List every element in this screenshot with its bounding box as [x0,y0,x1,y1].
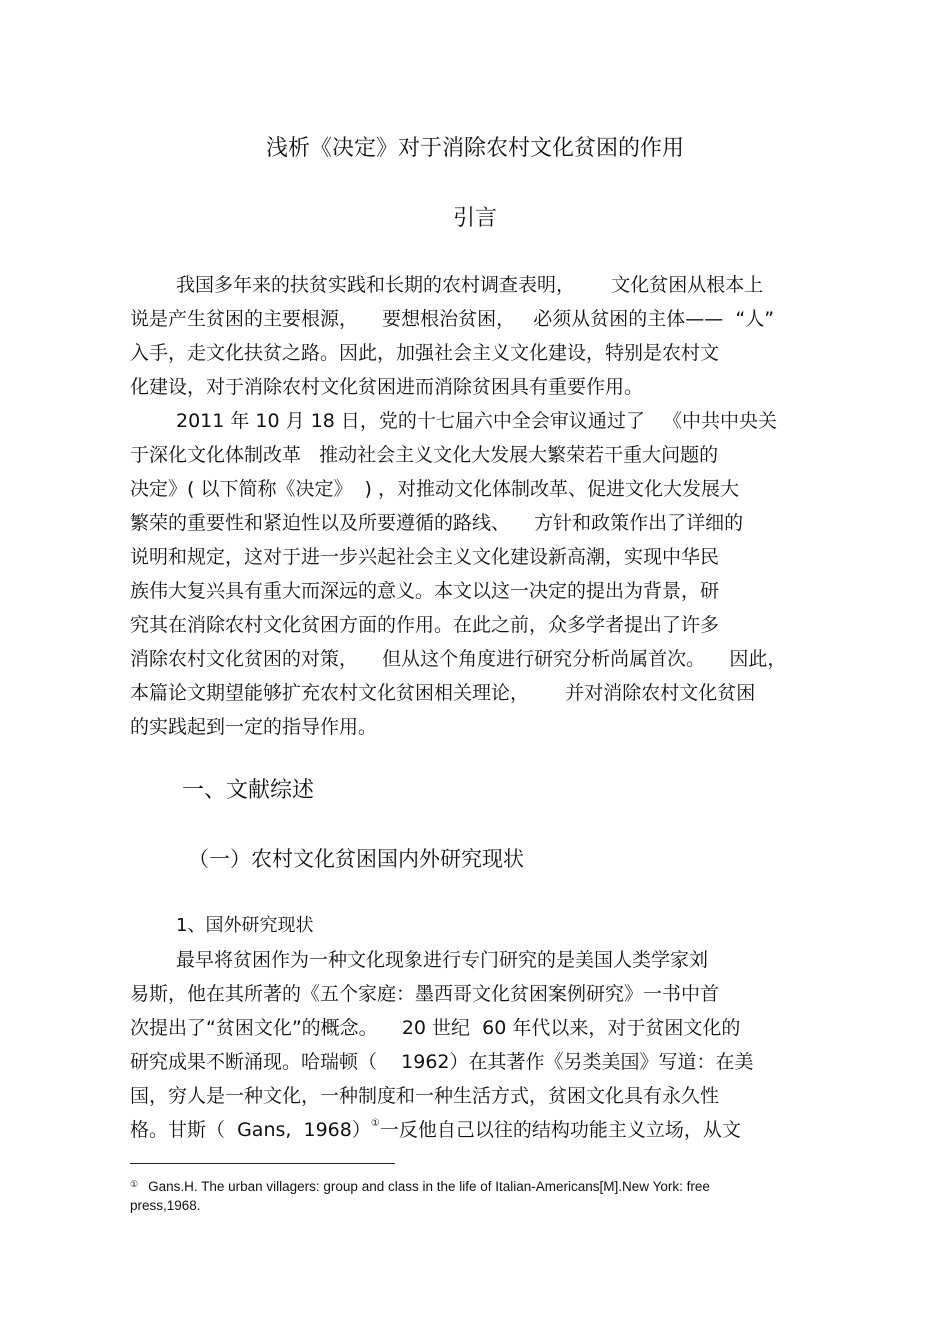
footnote-line [130,1177,710,1196]
text-line: 次提出了“贫困文化”的概念。 20 世纪 60 年代以来，对于贫困文化的 [130,1017,741,1039]
intro-heading: 引言 [452,206,497,231]
footnote-divider [130,1163,395,1164]
text-segment: 格。甘斯（ Gans, 1968） [130,1119,371,1141]
footnote-text: Gans.H. The urban villagers: group and class in the life of Italian-Americans[M].New York: free [148,1179,710,1194]
text-line: 易斯，他在其所著的《五个家庭：墨西哥文化贫困案例研究》一书中首 [130,983,720,1005]
subsection-heading: （一）农村文化贫困国内外研究现状 [188,847,524,871]
document-title: 浅析《决定》对于消除农村文化贫困的作用 [265,136,684,161]
text-line: 研究成果不断涌现。哈瑞顿（ 1962）在其著作《另类美国》写道：在美 [130,1051,754,1073]
text-line: 国，穷人是一种文化，一种制度和一种生活方式，贫困文化具有永久性 [130,1085,720,1107]
text-line: 族伟大复兴具有重大而深远的意义。本文以这一决定的提出为背景，研 [130,580,720,602]
text-line: 2011 年 10 月 18 日，党的十七届六中全会审议通过了 《中共中央关 [176,410,778,432]
text-line: 决定》( 以下简称《决定》 ) ，对推动文化体制改革、促进文化大发展大 [130,478,739,500]
footnote-reference[interactable]: ① [370,1118,380,1129]
text-line: 最早将贫困作为一种文化现象进行专门研究的是美国人类学家刘 [176,949,709,971]
text-line: 究其在消除农村文化贫困方面的作用。在此之前，众多学者提出了许多 [130,614,720,636]
text-line: 化建设，对于消除农村文化贫困进而消除贫困具有重要作用。 [130,376,644,398]
subsubsection-heading: 1、国外研究现状 [176,915,314,936]
text-line: 我国多年来的扶贫实践和长期的农村调查表明， 文化贫困从根本上 [176,274,764,296]
text-line [130,1118,741,1142]
text-segment: 一反他自己以往的结构功能主义立场，从文 [379,1119,741,1141]
text-line: 说明和规定，这对于进一步兴起社会主义文化建设新高潮，实现中华民 [130,546,720,568]
footnote-line: press,1968. [130,1198,201,1213]
text-line: 于深化文化体制改革 推动社会主义文化大发展大繁荣若干重大问题的 [130,444,719,466]
text-line: 入手，走文化扶贫之路。因此，加强社会主义文化建设，特别是农村文 [130,342,720,364]
text-line: 本篇论文期望能够扩充农村文化贫困相关理论， 并对消除农村文化贫困 [130,682,756,704]
text-line: 繁荣的重要性和紧迫性以及所要遵循的路线、 方针和政策作出了详细的 [130,512,744,534]
text-line: 说是产生贫困的主要根源， 要想根治贫困， 必须从贫困的主体—— “人” [130,308,775,330]
text-line: 的实践起到一定的指导作用。 [130,716,378,738]
text-line: 消除农村文化贫困的对策， 但从这个角度进行研究分析尚属首次。 因此， [130,648,787,670]
section-heading: 一、文献综述 [182,778,315,803]
footnote-marker: ① [130,1179,139,1189]
